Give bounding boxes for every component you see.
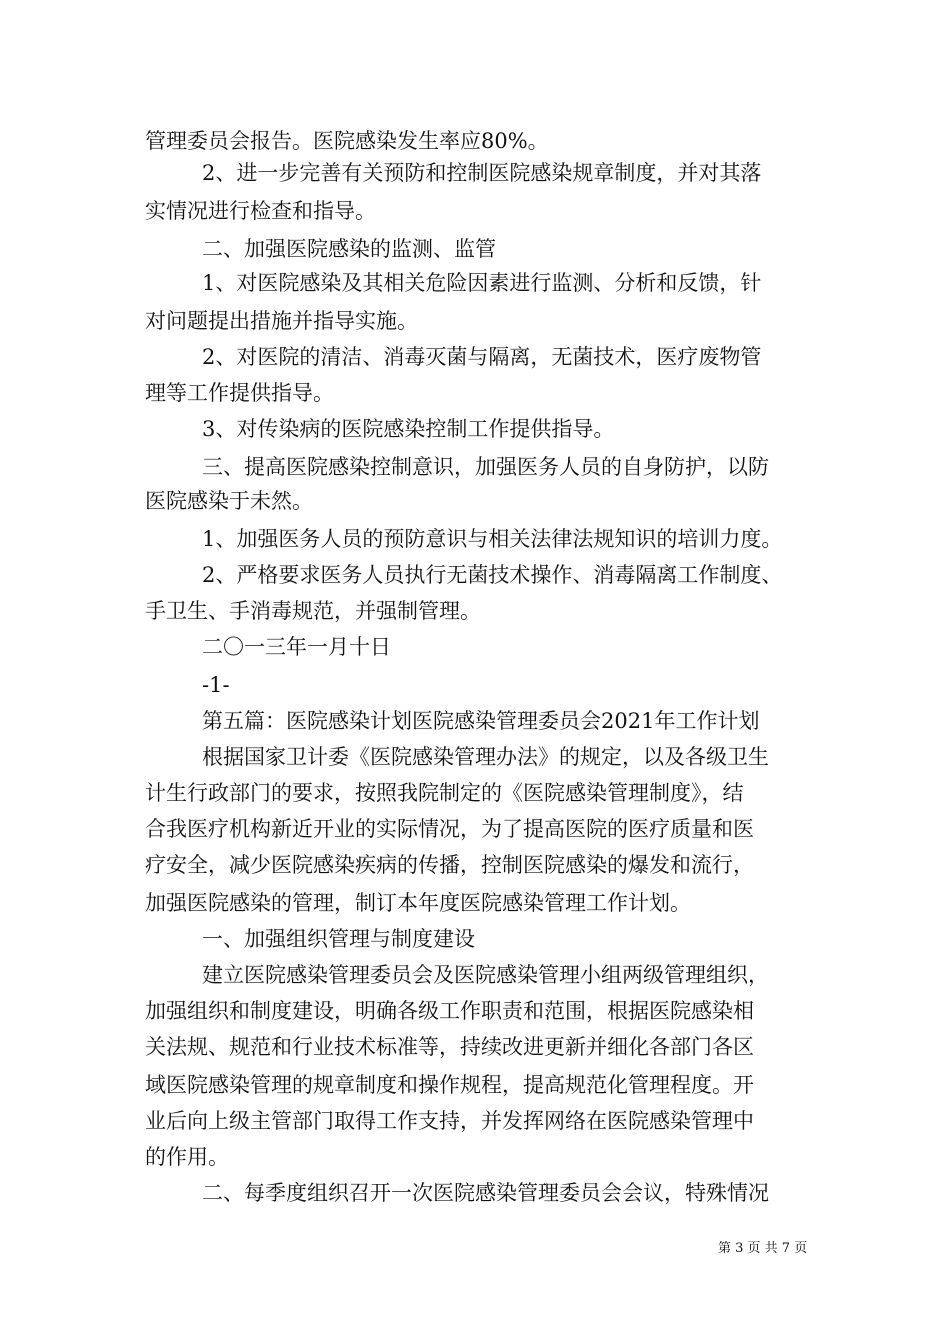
text-line: 建立医院感染管理委员会及医院感染管理小组两级管理组织， (202, 963, 769, 987)
text-line: 对问题提出措施并指导实施。 (145, 309, 418, 333)
text-line: 2、严格要求医务人员执行无菌技术操作、消毒隔离工作制度、 (202, 563, 783, 587)
text-line: 疗安全，减少医院感染疾病的传播，控制医院感染的爆发和流行， (145, 853, 754, 877)
text-line: 关法规、规范和行业技术标准等，持续改进更新并细化各部门各区 (145, 1035, 754, 1059)
text-line: 2、对医院的清洁、消毒灭菌与隔离，无菌技术，医疗废物管 (202, 345, 762, 369)
text-line: 医院感染于未然。 (145, 489, 313, 513)
date-line: 二〇一三年一月十日 (202, 635, 391, 659)
page-marker: -1- (202, 673, 230, 697)
text-line: 2、进一步完善有关预防和控制医院感染规章制度，并对其落 (202, 161, 762, 185)
text-line: 手卫生、手消毒规范，并强制管理。 (145, 599, 481, 623)
text-line: 1、加强医务人员的预防意识与相关法律法规知识的培训力度。 (202, 527, 783, 551)
section-heading: 三、提高医院感染控制意识，加强医务人员的自身防护，以防 (202, 455, 769, 479)
page-number-footer: 第 3 页 共 7 页 (718, 1241, 808, 1256)
text-line: 管理委员会报告。医院感染发生率应80%。 (145, 129, 549, 153)
section-heading: 一、加强组织管理与制度建设 (202, 927, 475, 951)
text-line: 根据国家卫计委《医院感染管理办法》的规定，以及各级卫生 (202, 745, 769, 769)
chapter-title: 第五篇：医院感染计划医院感染管理委员会2021年工作计划 (202, 709, 760, 733)
text-line: 3、对传染病的医院感染控制工作提供指导。 (202, 417, 615, 441)
text-line: 的作用。 (145, 1145, 229, 1169)
text-line: 1、对医院感染及其相关危险因素进行监测、分析和反馈，针 (202, 271, 762, 295)
text-line: 实情况进行检查和指导。 (145, 199, 376, 223)
text-line: 理等工作提供指导。 (145, 381, 334, 405)
section-heading: 二、加强医院感染的监测、监管 (202, 237, 496, 261)
section-heading: 二、每季度组织召开一次医院感染管理委员会会议，特殊情况 (202, 1181, 769, 1205)
text-line: 业后向上级主管部门取得工作支持，并发挥网络在医院感染管理中 (145, 1109, 754, 1133)
text-line: 计生行政部门的要求，按照我院制定的《医院感染管理制度》，结 (145, 781, 744, 805)
text-line: 加强组织和制度建设，明确各级工作职责和范围，根据医院感染相 (145, 999, 754, 1023)
text-line: 加强医院感染的管理，制订本年度医院感染管理工作计划。 (145, 891, 691, 915)
text-line: 域医院感染管理的规章制度和操作规程，提高规范化管理程度。开 (145, 1073, 754, 1097)
text-line: 合我医疗机构新近开业的实际情况，为了提高医院的医疗质量和医 (145, 817, 754, 841)
